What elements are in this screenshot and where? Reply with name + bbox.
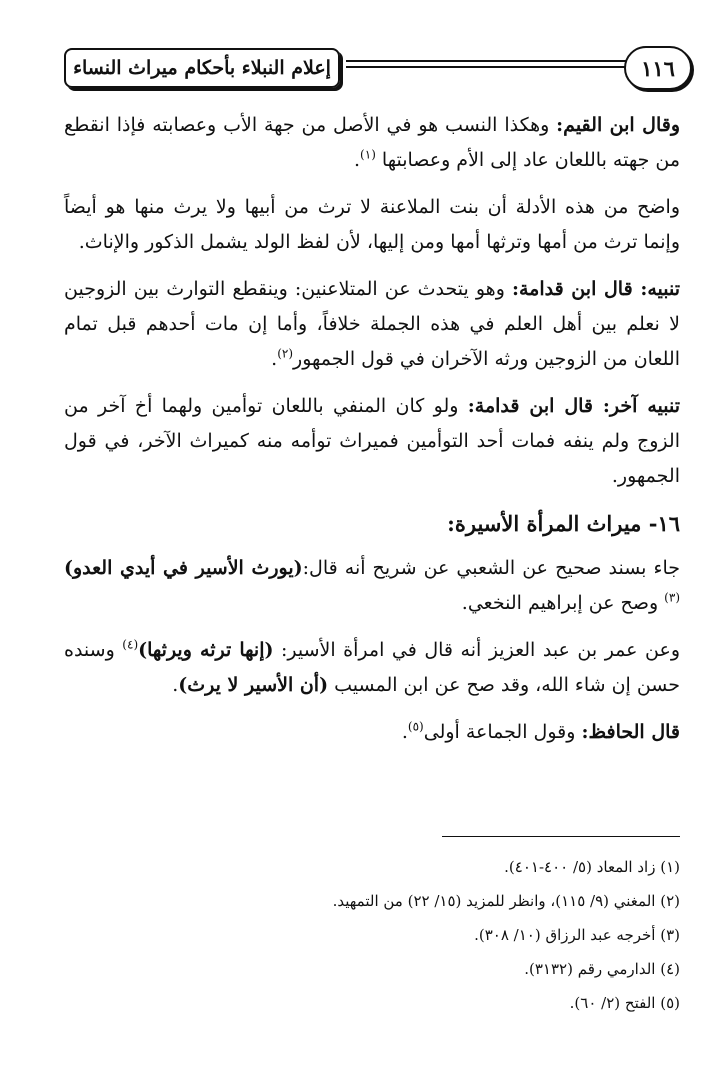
paragraph-another-note [64, 389, 680, 494]
footnote: (٣) أخرجه عبد الرزاق (١٠/ ٣٠٨). [474, 926, 680, 944]
paragraph-evidence: واضح من هذه الأدلة أن بنت الملاعنة لا ترث من أبيها ولا يرث منها هو أيضاً وإنما ترث من أمها وترثها أمها ومن إليها، لأن لفظ الولد يشمل الذكور والإناث. [64, 196, 680, 253]
paragraph-umar [64, 633, 680, 703]
paragraph-text: وقول الجماعة أولى [423, 721, 582, 743]
header-rule-bottom [346, 66, 632, 68]
paragraph-label: قال الحافظ: [581, 721, 680, 743]
paragraph-ibn-qayyim [64, 108, 680, 178]
paragraph-text: وعن عمر بن عبد العزيز أنه قال في امرأة الأسير: [273, 639, 681, 661]
paragraph-label: تنبيه آخر: قال ابن قدامة: [467, 395, 680, 417]
main-text [64, 108, 680, 762]
paragraph-text: وهكذا النسب هو في الأصل من جهة الأب وعصابته فإذا انقطع من جهته باللعان عاد إلى الأم وعصابتها [64, 114, 680, 171]
paragraph-text: جاء بسند صحيح عن الشعبي عن شريح أنه قال: [302, 557, 680, 579]
paragraph-label: تنبيه: قال ابن قدامة: [511, 278, 681, 300]
section-heading: ١٦- ميراث المرأة الأسيرة: [447, 511, 680, 536]
paragraph-end: وصح عن إبراهيم النخعي. [461, 592, 665, 614]
quote: (يورث الأسير في أيدي العدو) [64, 557, 303, 579]
footnote-ref: (٤) [122, 637, 139, 652]
paragraph-note [64, 272, 680, 377]
paragraph-text: ولو كان المنفي باللعان توأمين ولهما أخ آخر من الزوج ولم ينفه فمات أحد التوأمين فميراث توأمه منه كميراث الآخر، في قول الجمهور. [64, 395, 680, 487]
paragraph-end: . [172, 674, 179, 696]
quote: (إنها ترثه ويرثها) [138, 639, 274, 661]
footnote: (٤) الدارمي رقم (٣١٣٢). [524, 960, 680, 978]
paragraph-end: . [354, 149, 361, 171]
paragraph-hafiz [64, 715, 680, 750]
footnotes [64, 850, 680, 1020]
footnote: (٥) الفتح (٢/ ٦٠). [569, 994, 680, 1012]
footnote: (٢) المغني (٩/ ١١٥)، وانظر للمزيد (١٥/ ٢٢) من التمهيد. [332, 892, 680, 910]
header-rule-top [346, 60, 632, 62]
footnote: (١) زاد المعاد (٥/ ٤٠٠-٤٠١). [504, 858, 680, 876]
book-title: إعلام النبلاء بأحكام ميراث النساء [64, 48, 340, 88]
footnote-ref: (٢) [277, 346, 294, 361]
page-header [64, 44, 692, 94]
paragraph-label: وقال ابن القيم: [556, 114, 681, 136]
footnote-separator [442, 836, 680, 837]
paragraph-shabi [64, 551, 680, 621]
footnote-ref: (٣) [664, 590, 680, 605]
paragraph-text-mid: وسنده حسن إن شاء الله، وقد صح عن ابن المسيب [64, 639, 680, 696]
footnote-ref: (٥) [407, 719, 424, 734]
paragraph-end: . [401, 721, 408, 743]
page-number: ١١٦ [624, 46, 692, 90]
paragraph-text: وهو يتحدث عن المتلاعنين: وينقطع التوارث بين الزوجين لا نعلم بين أهل العلم في هذه الجملة خلافاً، وأما إن مات أحدهم قبل تمام اللعان من الزوجين ورثه الآخران في قول الجمهور [64, 278, 680, 370]
paragraph-end: . [271, 348, 278, 370]
quote: (أن الأسير لا يرث) [178, 674, 329, 696]
footnote-ref: (١) [360, 147, 376, 162]
